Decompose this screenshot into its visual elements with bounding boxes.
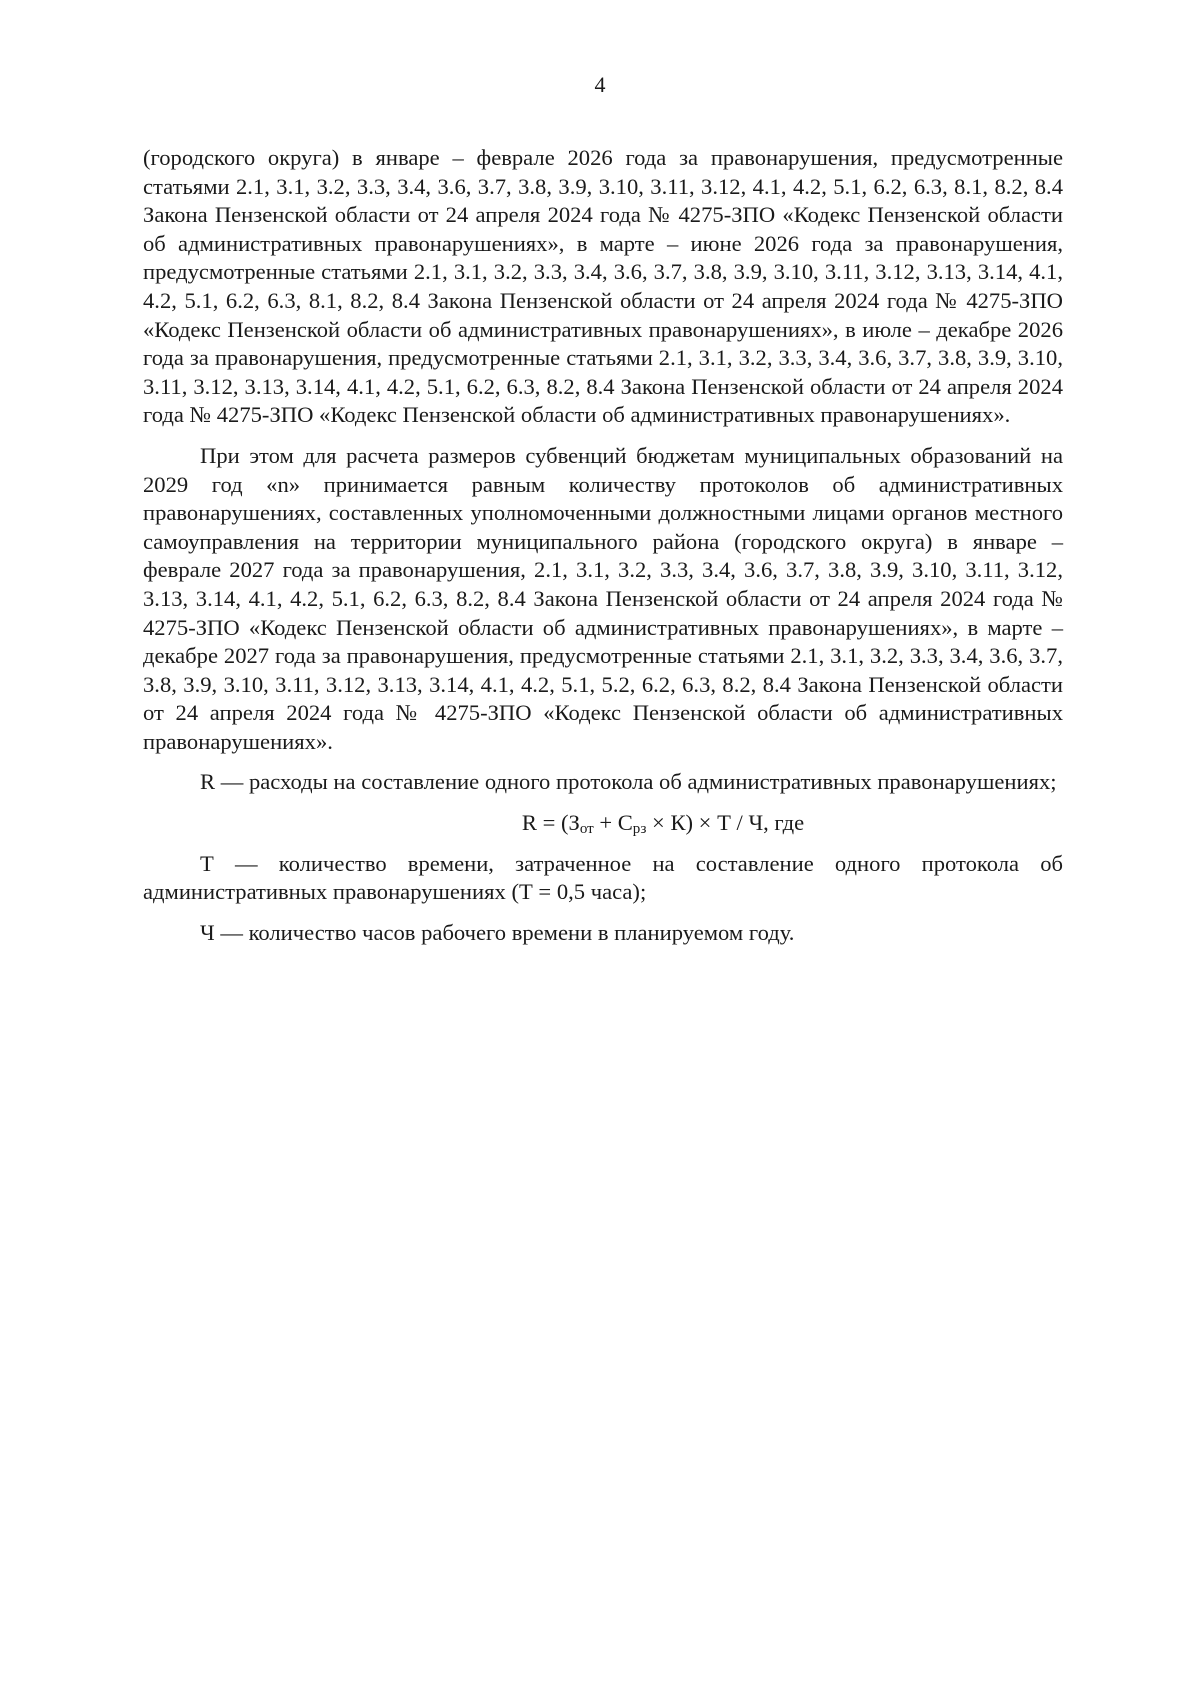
paragraph-ch-definition: Ч — количество часов рабочего времени в планируемом году. [200,919,795,945]
paragraph-t-definition: Т — количество времени, затраченное на составление одного протокола об административных правонарушениях (Т = 0,5 часа); [143,850,1063,905]
formula-lead: R = (З [521,810,580,836]
formula-subscript-ot: от [579,821,594,838]
document-body [143,144,1063,959]
formula-subscript-rz: рз [632,821,647,838]
formula-tail: × К) × Т / Ч, где [646,810,805,836]
paragraph-r-definition: R — расходы на составление одного протокола об административных правонарушениях; [200,769,1057,795]
paragraph-2029-subventions: При этом для расчета размеров субвенций бюджетам муниципальных образований на 2029 год «n» принимается равным количеству протоколов об административных правонарушениях, составленных уполномоченными должностными лицами органов местного самоуправления на территории муниципального района (городского округа) в январе – феврале 2027 года за правонарушения, 2.1, 3.1, 3.2, 3.3, 3.4, 3.6, 3.7, 3.8, 3.9, 3.10, 3.11, 3.12, 3.13, 3.14, 4.1, 4.2, 5.1, 6.2, 6.3, 8.2, 8.4 Закона Пензенской области от 24 апреля 2024 года № 4275-ЗПО «Кодекс Пензенской области об административных правонарушениях», в марте – декабре 2027 года за правонарушения, предусмотренные статьями 2.1, 3.1, 3.2, 3.3, 3.4, 3.6, 3.7, 3.8, 3.9, 3.10, 3.11, 3.12, 3.13, 3.14, 4.1, 4.2, 5.1, 5.2, 6.2, 6.3, 8.2, 8.4 Закона Пензенской области от 24 апреля 2024 года № 4275-ЗПО «Кодекс Пензенской области об административных правонарушениях». [143,442,1063,754]
paragraph-continuation: (городского округа) в январе – феврале 2026 года за правонарушения, предусмотренные статьями 2.1, 3.1, 3.2, 3.3, 3.4, 3.6, 3.7, 3.8, 3.9, 3.10, 3.11, 3.12, 4.1, 4.2, 5.1, 6.2, 6.3, 8.1, 8.2, 8.4 Закона Пензенской области от 24 апреля 2024 года № 4275-ЗПО «Кодекс Пензенской области об административных правонарушениях», в марте – июне 2026 года за правонарушения, предусмотренные статьями 2.1, 3.1, 3.2, 3.3, 3.4, 3.6, 3.7, 3.8, 3.9, 3.10, 3.11, 3.12, 3.13, 3.14, 4.1, 4.2, 5.1, 6.2, 6.3, 8.1, 8.2, 8.4 Закона Пензенской области от 24 апреля 2024 года № 4275-ЗПО «Кодекс Пензенской области об административных правонарушениях», в июле – декабре 2026 года за правонарушения, предусмотренные статьями 2.1, 3.1, 3.2, 3.3, 3.4, 3.6, 3.7, 3.8, 3.9, 3.10, 3.11, 3.12, 3.13, 3.14, 4.1, 4.2, 5.1, 6.2, 6.3, 8.2, 8.4 Закона Пензенской области от 24 апреля 2024 года № 4275-ЗПО «Кодекс Пензенской области об административных правонарушениях». [143,145,1063,428]
formula-r [143,809,1063,838]
page-number: 4 [594,72,606,97]
formula-mid: + С [593,810,633,836]
